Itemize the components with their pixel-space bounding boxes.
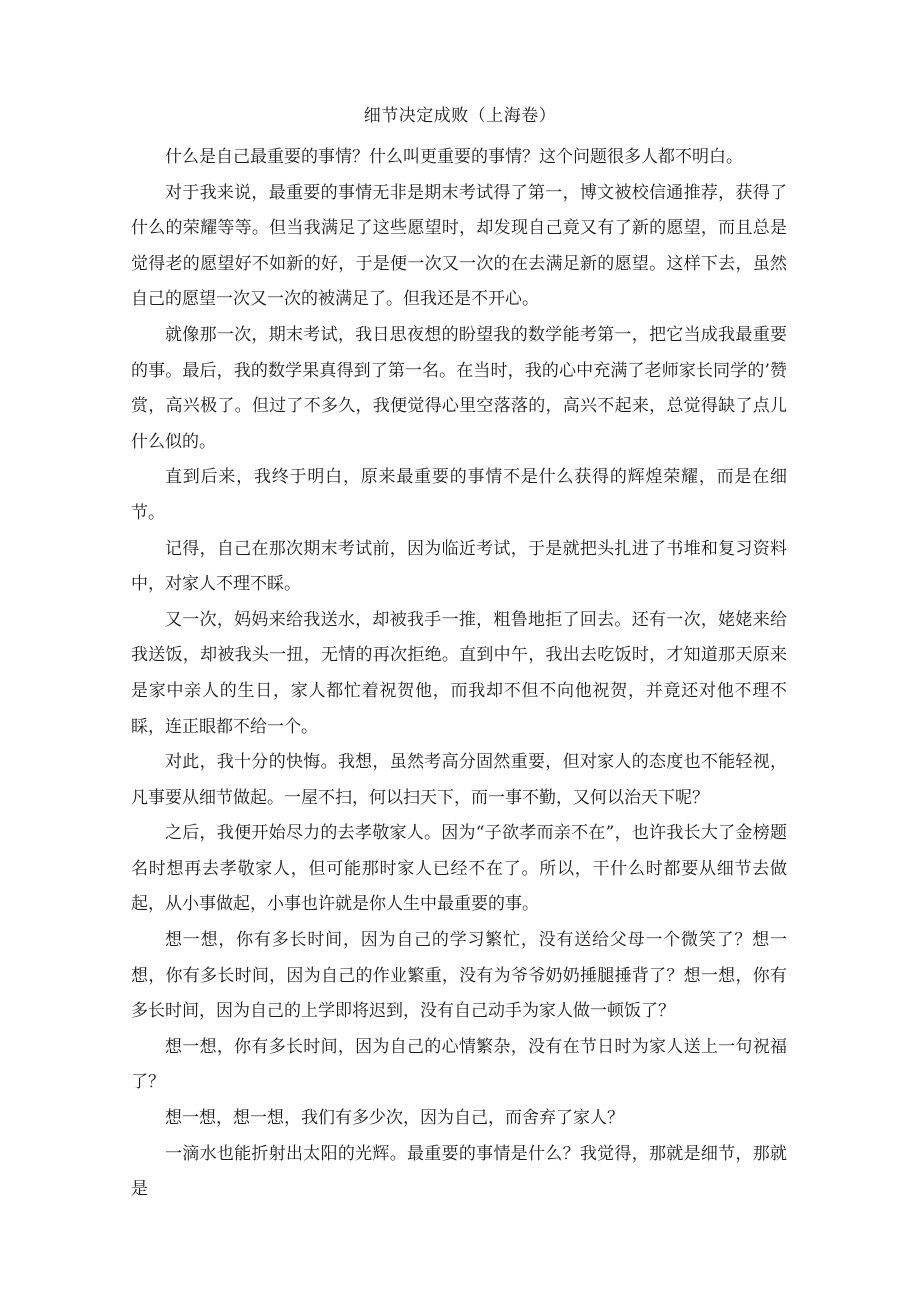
paragraph-1: 什么是自己最重要的事情？什么叫更重要的事情？这个问题很多人都不明白。 <box>165 147 743 167</box>
paragraph-7: 对此，我十分的快悔。我想，虽然考高分固然重要，但对家人的态度也不能轻视，凡事要从细节做起。一屋不扫，何以扫天下，而一事不勤，又何以治天下呢？ <box>131 752 787 808</box>
document-body <box>131 140 787 1208</box>
paragraph-5: 记得，自己在那次期末考试前，因为临近考试，于是就把头扎进了书堆和复习资料中，对家人不理不睬。 <box>131 538 787 595</box>
paragraph-12: 一滴水也能折射出太阳的光辉。最重要的事情是什么？我觉得，那就是细节，那就是 <box>131 1143 787 1200</box>
paragraph-2: 对于我来说，最重要的事情无非是期末考试得了第一，博文被校信通推荐，获得了什么的荣耀等等。但当我满足了这些愿望时，却发现自己竟又有了新的愿望，而且总是觉得老的愿望好不如新的好，于是便一次又一次的在去满足新的愿望。这样下去，虽然自己的愿望一次又一次的被满足了。但我还是不开心。 <box>131 182 787 310</box>
paragraph-4: 直到后来，我终于明白，原来最重要的事情不是什么获得的辉煌荣耀，而是在细节。 <box>131 467 787 523</box>
paragraph-8: 之后，我便开始尽力的去孝敬家人。因为“子欲孝而亲不在”，也许我长大了金榜题名时想再去孝敬家人，但可能那时家人已经不在了。所以，干什么时都要从细节去做起，从小事做起，小事也许就是你人生中最重要的事。 <box>131 823 787 915</box>
paragraph-9: 想一想，你有多长时间，因为自己的学习繁忙，没有送给父母一个微笑了？想一想，你有多长时间，因为自己的作业繁重，没有为爷爷奶奶捶腿捶背了？想一想，你有多长时间，因为自己的上学即将迟到，没有自己动手为家人做一顿饭了？ <box>131 930 787 1022</box>
document-title: 细节决定成败（上海卷） <box>363 106 557 126</box>
paragraph-6: 又一次，妈妈来给我送水，却被我手一推，粗鲁地拒了回去。还有一次，姥姥来给我送饭，却被我头一扭，无情的再次拒绝。直到中午，我出去吃饭时，才知道那天原来是家中亲人的生日，家人都忙着祝贺他，而我却不但不向他祝贺，并竟还对他不理不睬，连正眼都不给一个。 <box>131 609 787 737</box>
paragraph-3: 就像那一次，期末考试，我日思夜想的盼望我的数学能考第一，把它当成我最重要的事。最后，我的数学果真得到了第一名。在当时，我的心中充满了老师家长同学的’赞赏，高兴极了。但过了不多久，我便觉得心里空落落的，高兴不起来，总觉得缺了点儿什么似的。 <box>131 324 787 452</box>
paragraph-10: 想一想，你有多长时间，因为自己的心情繁杂，没有在节日时为家人送上一句祝福了？ <box>131 1036 787 1093</box>
paragraph-11: 想一想，想一想，我们有多少次，因为自己，而舍弃了家人？ <box>165 1108 624 1129</box>
